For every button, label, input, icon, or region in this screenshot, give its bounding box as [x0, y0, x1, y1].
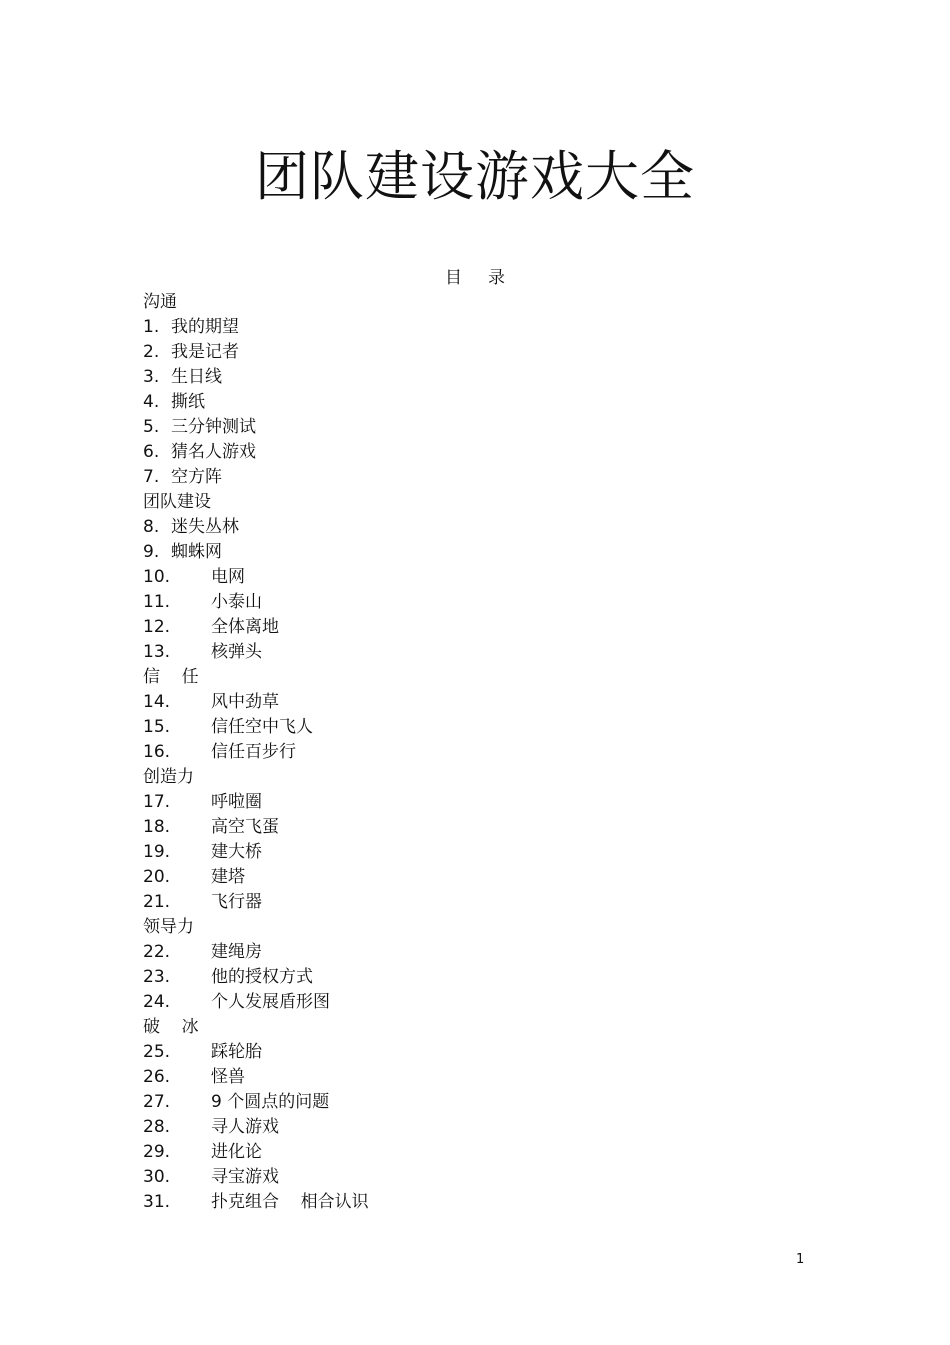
toc-item [143, 740, 803, 765]
toc-item-number: 7. [143, 467, 160, 487]
toc-item-number: 12. [143, 617, 171, 637]
toc-section-heading: 信 任 [143, 667, 199, 687]
toc-item-label: 扑克组合 相合认识 [211, 1192, 369, 1212]
toc-item [143, 640, 803, 665]
toc-item [143, 1140, 803, 1165]
toc-item [143, 465, 803, 490]
toc-item [143, 440, 803, 465]
toc-heading [0, 266, 950, 290]
toc-item-label: 信任百步行 [211, 742, 296, 762]
toc-item [143, 840, 803, 865]
toc-item-number: 28. [143, 1117, 171, 1137]
toc-item-label: 生日线 [171, 367, 222, 387]
toc-heading-right: 录 [488, 268, 505, 288]
toc-item-label: 空方阵 [171, 467, 222, 487]
toc-item-label: 寻宝游戏 [211, 1167, 279, 1187]
table-of-contents [143, 290, 803, 1215]
toc-item-number: 24. [143, 992, 171, 1012]
toc-item-label: 信任空中飞人 [211, 717, 313, 737]
toc-item-number: 19. [143, 842, 171, 862]
toc-section-heading: 团队建设 [143, 492, 211, 512]
toc-section-heading: 沟通 [143, 292, 177, 312]
toc-item-number: 5. [143, 417, 160, 437]
toc-item-label: 个人发展盾形图 [211, 992, 330, 1012]
toc-item-label: 寻人游戏 [211, 1117, 279, 1137]
document-title: 团队建设游戏大全 [255, 145, 695, 208]
toc-item-number: 20. [143, 867, 171, 887]
toc-item-label: 建大桥 [211, 842, 262, 862]
toc-item-label: 猜名人游戏 [171, 442, 256, 462]
toc-item-number: 29. [143, 1142, 171, 1162]
toc-item [143, 1190, 803, 1215]
toc-heading-left: 目 [445, 268, 462, 288]
toc-item [143, 890, 803, 915]
toc-item-number: 16. [143, 742, 171, 762]
toc-item-label: 建绳房 [211, 942, 262, 962]
toc-item [143, 615, 803, 640]
toc-item [143, 865, 803, 890]
toc-item [143, 340, 803, 365]
toc-item-number: 23. [143, 967, 171, 987]
toc-item-label: 建塔 [211, 867, 245, 887]
toc-item-label: 我的期望 [171, 317, 239, 337]
toc-item-label: 进化论 [211, 1142, 262, 1162]
toc-item-label: 核弹头 [211, 642, 262, 662]
toc-item-number: 30. [143, 1167, 171, 1187]
toc-item-label: 电网 [211, 567, 245, 587]
toc-section-heading: 破 冰 [143, 1017, 199, 1037]
toc-item-label: 高空飞蛋 [211, 817, 279, 837]
toc-item [143, 1165, 803, 1190]
toc-item-number: 2. [143, 342, 160, 362]
toc-item-number: 27. [143, 1092, 171, 1112]
toc-item [143, 515, 803, 540]
toc-item-number: 9. [143, 542, 160, 562]
toc-item-label: 我是记者 [171, 342, 239, 362]
toc-item-number: 31. [143, 1192, 171, 1212]
toc-item-number: 10. [143, 567, 171, 587]
toc-item-number: 11. [143, 592, 171, 612]
toc-item [143, 315, 803, 340]
toc-item-number: 25. [143, 1042, 171, 1062]
toc-item-label: 飞行器 [211, 892, 262, 912]
toc-item-number: 21. [143, 892, 171, 912]
toc-item-number: 18. [143, 817, 171, 837]
toc-item [143, 940, 803, 965]
toc-item-label: 他的授权方式 [211, 967, 313, 987]
toc-item [143, 715, 803, 740]
toc-item [143, 965, 803, 990]
toc-item [143, 415, 803, 440]
toc-section-heading: 领导力 [143, 917, 194, 937]
toc-item [143, 815, 803, 840]
toc-item-number: 15. [143, 717, 171, 737]
toc-item [143, 1065, 803, 1090]
toc-item [143, 390, 803, 415]
toc-item-label: 踩轮胎 [211, 1042, 262, 1062]
toc-item-label: 三分钟测试 [171, 417, 256, 437]
toc-item-label: 迷失丛林 [171, 517, 239, 537]
toc-item-label: 全体离地 [211, 617, 279, 637]
toc-item [143, 1040, 803, 1065]
toc-item-label: 撕纸 [171, 392, 205, 412]
toc-item [143, 365, 803, 390]
toc-item-label: 9 个圆点的问题 [211, 1092, 330, 1112]
toc-item [143, 565, 803, 590]
toc-item-label: 风中劲草 [211, 692, 279, 712]
toc-item-number: 4. [143, 392, 160, 412]
toc-section-heading: 创造力 [143, 767, 194, 787]
toc-item-label: 怪兽 [211, 1067, 245, 1087]
toc-item-number: 14. [143, 692, 171, 712]
toc-item-number: 17. [143, 792, 171, 812]
toc-item-number: 8. [143, 517, 160, 537]
toc-item [143, 540, 803, 565]
toc-item-label: 呼啦圈 [211, 792, 262, 812]
toc-item-number: 26. [143, 1067, 171, 1087]
toc-item [143, 990, 803, 1015]
toc-item-label: 蜘蛛网 [171, 542, 222, 562]
toc-item [143, 790, 803, 815]
toc-item [143, 1115, 803, 1140]
toc-item-number: 1. [143, 317, 160, 337]
toc-item-number: 22. [143, 942, 171, 962]
toc-item-number: 6. [143, 442, 160, 462]
toc-item [143, 1090, 803, 1115]
toc-item-label: 小泰山 [211, 592, 262, 612]
page-number: 1 [796, 1252, 805, 1267]
toc-item-number: 3. [143, 367, 160, 387]
toc-item-number: 13. [143, 642, 171, 662]
toc-item [143, 590, 803, 615]
toc-item [143, 690, 803, 715]
